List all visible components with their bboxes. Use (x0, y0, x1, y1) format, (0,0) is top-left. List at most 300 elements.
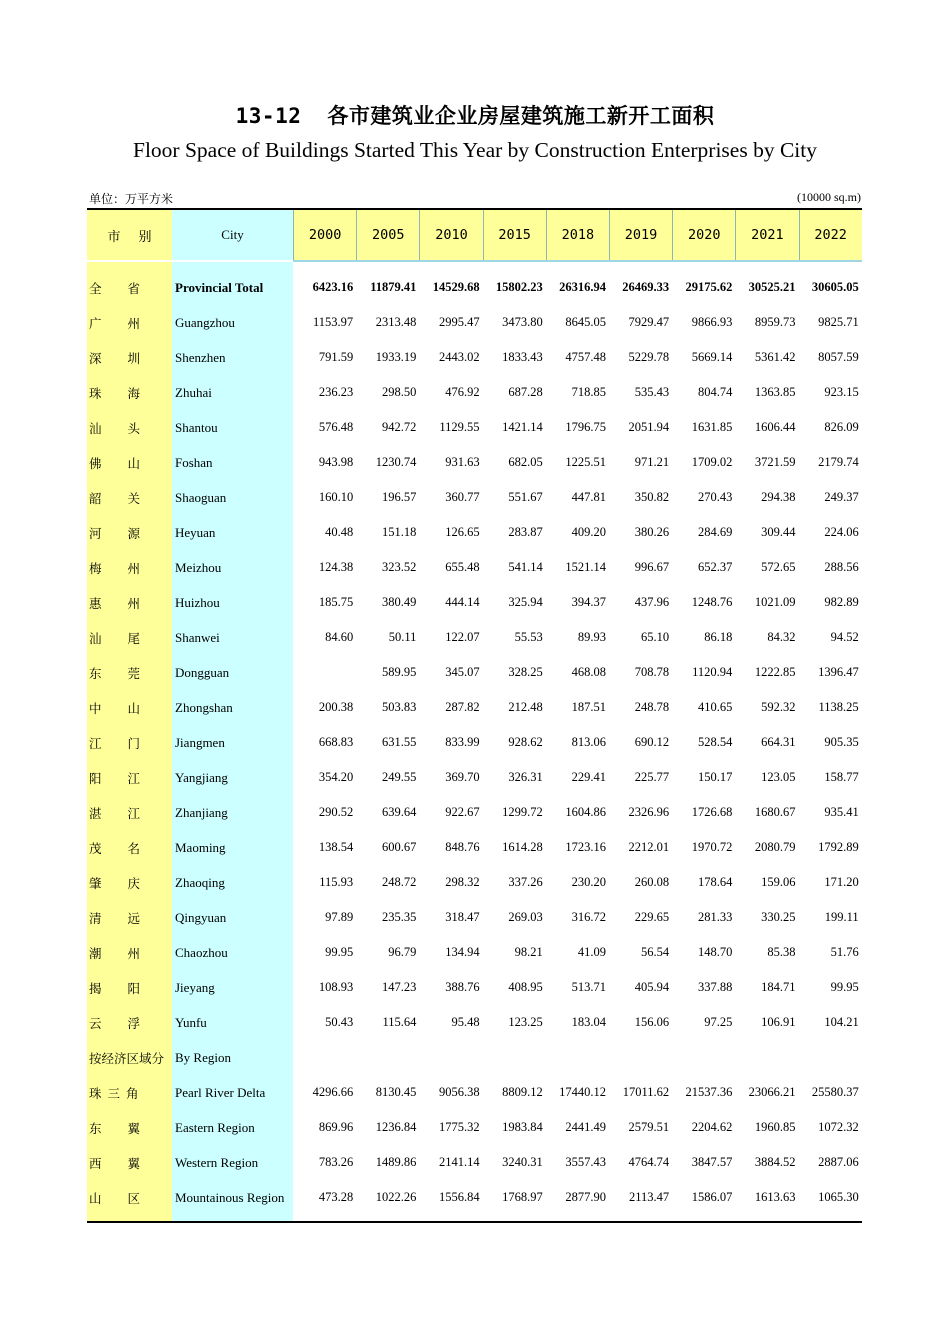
value-cell: 281.33 (697, 910, 733, 924)
city-name-cn: 潮州 (87, 935, 172, 970)
value-cell: 408.95 (508, 980, 543, 994)
header-year: 2021 (735, 210, 798, 260)
value-cell: 156.06 (634, 1015, 670, 1029)
value-cell: 409.20 (571, 525, 606, 539)
value-cell: 982.89 (824, 595, 859, 609)
value-cell: 572.65 (761, 560, 796, 574)
value-cell: 1153.97 (313, 315, 354, 329)
value-cell: 971.21 (634, 455, 670, 469)
value-cell: 97.89 (325, 910, 354, 924)
city-name-en: Shanwei (172, 620, 293, 655)
city-name-en: Zhongshan (172, 690, 293, 725)
value-cell: 1792.89 (818, 840, 859, 854)
value-cell: 260.08 (634, 875, 670, 889)
value-cell: 298.32 (445, 875, 480, 889)
value-cell: 51.76 (830, 945, 859, 959)
value-cell: 330.25 (761, 910, 796, 924)
city-name-en: Zhuhai (172, 375, 293, 410)
city-name-cn: 肇庆 (87, 865, 172, 900)
header-en-city: City (172, 210, 293, 260)
table-row (87, 410, 862, 445)
value-cell: 185.75 (318, 595, 354, 609)
value-cell: 50.43 (325, 1015, 354, 1029)
city-name-en: Shantou (172, 410, 293, 445)
value-cell: 123.05 (761, 770, 796, 784)
value-cell: 4764.74 (628, 1155, 670, 1169)
city-name-en: Zhanjiang (172, 795, 293, 830)
city-name-cn: 云浮 (87, 1005, 172, 1040)
value-cell: 270.43 (697, 490, 733, 504)
value-cell: 369.70 (445, 770, 480, 784)
table-header (87, 210, 862, 260)
value-cell (356, 1040, 419, 1075)
value-cell: 444.14 (445, 595, 480, 609)
value-cell: 589.95 (382, 665, 417, 679)
table-bottom-rule (87, 1221, 862, 1223)
value-cell: 21537.36 (685, 1085, 733, 1099)
city-name-cn: 山区 (87, 1180, 172, 1215)
value-cell: 199.11 (824, 910, 859, 924)
city-name-en: Pearl River Delta (172, 1075, 293, 1110)
table-row (87, 480, 862, 515)
value-cell: 652.37 (697, 560, 733, 574)
value-cell: 30525.21 (748, 280, 796, 294)
value-cell: 150.17 (697, 770, 733, 784)
city-name-cn: 按经济区域分 (87, 1040, 172, 1075)
value-cell: 41.09 (577, 945, 606, 959)
city-name-cn: 东莞 (87, 655, 172, 690)
value-cell: 476.92 (445, 385, 480, 399)
city-name-en: Jieyang (172, 970, 293, 1005)
value-cell: 294.38 (761, 490, 796, 504)
page-title-en: Floor Space of Buildings Started This Year by Construction Enterprises by City (133, 138, 817, 162)
value-cell (799, 1040, 862, 1075)
value-cell: 935.41 (824, 805, 859, 819)
table-row (87, 1145, 862, 1180)
value-cell: 1586.07 (691, 1190, 733, 1204)
value-cell: 15802.23 (495, 280, 543, 294)
value-cell: 1222.85 (754, 665, 796, 679)
table-row (87, 935, 862, 970)
value-cell: 350.82 (634, 490, 670, 504)
header-year: 2019 (609, 210, 672, 260)
city-name-cn: 佛山 (87, 445, 172, 480)
value-cell: 85.38 (767, 945, 796, 959)
value-cell: 55.53 (514, 630, 543, 644)
value-cell: 813.06 (571, 735, 606, 749)
value-cell: 943.98 (318, 455, 354, 469)
value-cell: 328.25 (508, 665, 543, 679)
value-cell: 600.67 (382, 840, 417, 854)
value-cell: 437.96 (634, 595, 670, 609)
value-cell: 124.38 (318, 560, 354, 574)
value-cell: 1709.02 (691, 455, 733, 469)
table-row (87, 1040, 862, 1075)
city-name-en: Meizhou (172, 550, 293, 585)
table-row (87, 515, 862, 550)
city-name-en: Mountainous Region (172, 1180, 293, 1215)
value-cell: 134.94 (445, 945, 480, 959)
table-row (87, 865, 862, 900)
value-cell: 1796.75 (565, 420, 606, 434)
value-cell: 337.88 (697, 980, 733, 994)
value-cell: 928.62 (508, 735, 543, 749)
value-cell: 3473.80 (502, 315, 543, 329)
value-cell: 196.57 (382, 490, 417, 504)
city-name-cn: 河源 (87, 515, 172, 550)
city-name-cn: 韶关 (87, 480, 172, 515)
value-cell: 528.54 (697, 735, 733, 749)
city-name-en: Jiangmen (172, 725, 293, 760)
value-cell: 326.31 (508, 770, 543, 784)
city-name-en: Western Region (172, 1145, 293, 1180)
value-cell: 905.35 (824, 735, 859, 749)
value-cell: 1606.44 (754, 420, 796, 434)
unit-label-en: (10000 sq.m) (797, 190, 861, 204)
value-cell: 86.18 (704, 630, 733, 644)
value-cell: 26469.33 (622, 280, 670, 294)
value-cell: 1072.32 (818, 1120, 859, 1134)
header-cn-city: 市别 (87, 210, 172, 260)
value-cell: 50.11 (388, 630, 417, 644)
value-cell: 2877.90 (565, 1190, 606, 1204)
value-cell: 325.94 (508, 595, 543, 609)
table-row (87, 970, 862, 1005)
value-cell: 309.44 (761, 525, 796, 539)
value-cell: 682.05 (508, 455, 543, 469)
value-cell (546, 1040, 609, 1075)
value-cell: 473.28 (318, 1190, 354, 1204)
value-cell: 1120.94 (692, 665, 733, 679)
value-cell: 248.78 (634, 700, 670, 714)
value-cell: 249.55 (382, 770, 417, 784)
value-cell: 8130.45 (375, 1085, 417, 1099)
value-cell: 14529.68 (432, 280, 480, 294)
value-cell: 1421.14 (502, 420, 543, 434)
value-cell: 1363.85 (754, 385, 796, 399)
value-cell: 17440.12 (559, 1085, 606, 1099)
city-name-en: Huizhou (172, 585, 293, 620)
value-cell: 288.56 (824, 560, 859, 574)
value-cell: 160.10 (318, 490, 354, 504)
value-cell: 26316.94 (559, 280, 606, 294)
value-cell: 3884.52 (754, 1155, 796, 1169)
table-row (87, 760, 862, 795)
table-row (87, 1110, 862, 1145)
value-cell: 380.49 (382, 595, 417, 609)
value-cell: 708.78 (634, 665, 670, 679)
value-cell: 9825.71 (818, 315, 859, 329)
value-cell (672, 1040, 735, 1075)
city-name-cn: 中山 (87, 690, 172, 725)
value-cell: 104.21 (824, 1015, 859, 1029)
value-cell: 290.52 (318, 805, 354, 819)
value-cell: 1960.85 (754, 1120, 796, 1134)
city-name-cn: 惠州 (87, 585, 172, 620)
city-name-cn: 汕尾 (87, 620, 172, 655)
table-row (87, 585, 862, 620)
value-cell: 269.03 (508, 910, 543, 924)
value-cell: 2179.74 (818, 455, 859, 469)
city-name-cn: 清远 (87, 900, 172, 935)
value-cell: 1138.25 (818, 700, 859, 714)
value-cell: 791.59 (318, 350, 354, 364)
value-cell: 922.67 (445, 805, 480, 819)
value-cell: 287.82 (445, 700, 480, 714)
value-cell: 410.65 (697, 700, 733, 714)
value-cell: 718.85 (571, 385, 606, 399)
value-cell: 931.63 (445, 455, 480, 469)
table-row (87, 690, 862, 725)
value-cell: 298.50 (382, 385, 417, 399)
value-cell: 29175.62 (685, 280, 733, 294)
value-cell: 923.15 (824, 385, 859, 399)
value-cell: 1230.74 (375, 455, 417, 469)
value-cell: 123.25 (508, 1015, 543, 1029)
city-name-en: Dongguan (172, 655, 293, 690)
city-name-cn: 东翼 (87, 1110, 172, 1145)
value-cell: 1833.43 (502, 350, 543, 364)
value-cell: 1065.30 (818, 1190, 859, 1204)
table-row (87, 620, 862, 655)
value-cell: 1680.67 (754, 805, 796, 819)
value-cell: 99.95 (830, 980, 859, 994)
data-table (87, 208, 862, 1223)
value-cell: 942.72 (382, 420, 417, 434)
value-cell: 9866.93 (691, 315, 733, 329)
value-cell: 184.71 (761, 980, 796, 994)
city-name-en: Maoming (172, 830, 293, 865)
value-cell: 804.74 (697, 385, 733, 399)
value-cell: 159.06 (761, 875, 796, 889)
value-cell: 869.96 (318, 1120, 354, 1134)
value-cell: 655.48 (445, 560, 480, 574)
value-cell: 187.51 (571, 700, 606, 714)
value-cell: 551.67 (508, 490, 543, 504)
value-cell: 690.12 (634, 735, 670, 749)
city-name-en: Qingyuan (172, 900, 293, 935)
value-cell: 249.37 (824, 490, 859, 504)
value-cell: 40.48 (325, 525, 354, 539)
title-cn-text: 各市建筑业企业房屋建筑施工新开工面积 (327, 104, 715, 128)
value-cell: 2579.51 (628, 1120, 670, 1134)
city-name-cn: 珠海 (87, 375, 172, 410)
value-cell: 687.28 (508, 385, 543, 399)
value-cell: 8809.12 (502, 1085, 543, 1099)
value-cell: 394.37 (571, 595, 606, 609)
value-cell: 783.26 (318, 1155, 354, 1169)
city-name-cn: 广州 (87, 305, 172, 340)
value-cell: 1556.84 (438, 1190, 480, 1204)
value-cell: 84.60 (325, 630, 354, 644)
value-cell: 1021.09 (754, 595, 796, 609)
value-cell: 84.32 (767, 630, 796, 644)
header-year: 2020 (672, 210, 735, 260)
value-cell: 996.67 (634, 560, 670, 574)
value-cell: 2212.01 (628, 840, 670, 854)
value-cell: 631.55 (382, 735, 417, 749)
city-name-en: Yunfu (172, 1005, 293, 1040)
value-cell: 283.87 (508, 525, 543, 539)
value-cell: 158.77 (824, 770, 859, 784)
value-cell: 1970.72 (691, 840, 733, 854)
value-cell: 229.41 (571, 770, 606, 784)
value-cell: 316.72 (571, 910, 606, 924)
value-cell: 97.25 (704, 1015, 733, 1029)
value-cell: 1396.47 (818, 665, 859, 679)
value-cell: 106.91 (761, 1015, 796, 1029)
table-row (87, 305, 862, 340)
city-name-en: By Region (172, 1040, 293, 1075)
value-cell: 25580.37 (811, 1085, 859, 1099)
value-cell: 354.20 (318, 770, 354, 784)
value-cell: 98.21 (514, 945, 543, 959)
value-cell: 138.54 (318, 840, 354, 854)
value-cell: 5361.42 (754, 350, 796, 364)
value-cell: 5669.14 (691, 350, 733, 364)
city-name-cn: 珠三角 (87, 1075, 172, 1110)
value-cell: 1248.76 (691, 595, 733, 609)
value-cell: 248.72 (382, 875, 417, 889)
city-name-cn: 汕头 (87, 410, 172, 445)
value-cell: 8959.73 (754, 315, 796, 329)
city-name-en: Guangzhou (172, 305, 293, 340)
value-cell: 2887.06 (818, 1155, 859, 1169)
value-cell: 503.83 (382, 700, 417, 714)
value-cell: 447.81 (571, 490, 606, 504)
value-cell: 833.99 (445, 735, 480, 749)
value-cell: 147.23 (382, 980, 417, 994)
city-name-cn: 深圳 (87, 340, 172, 375)
value-cell: 1022.26 (375, 1190, 417, 1204)
value-cell: 89.93 (577, 630, 606, 644)
value-cell: 1775.32 (438, 1120, 480, 1134)
value-cell: 1726.68 (691, 805, 733, 819)
value-cell: 56.54 (641, 945, 670, 959)
value-cell: 151.18 (382, 525, 417, 539)
value-cell: 592.32 (761, 700, 796, 714)
value-cell: 96.79 (388, 945, 417, 959)
value-cell: 1933.19 (375, 350, 417, 364)
value-cell: 8057.59 (818, 350, 859, 364)
table-number: 13-12 (235, 104, 302, 128)
value-cell: 23066.21 (748, 1085, 796, 1099)
value-cell: 235.35 (382, 910, 417, 924)
city-name-en: Provincial Total (172, 270, 293, 305)
value-cell: 115.93 (319, 875, 354, 889)
value-cell: 4296.66 (312, 1085, 354, 1099)
value-cell: 1129.55 (439, 420, 480, 434)
value-cell: 1225.51 (565, 455, 606, 469)
city-name-en: Eastern Region (172, 1110, 293, 1145)
table-row (87, 1180, 862, 1215)
table-row (87, 270, 862, 305)
value-cell: 337.26 (508, 875, 543, 889)
value-cell: 2995.47 (438, 315, 480, 329)
table-row (87, 340, 862, 375)
city-name-cn: 江门 (87, 725, 172, 760)
value-cell: 9056.38 (438, 1085, 480, 1099)
value-cell: 2313.48 (375, 315, 417, 329)
value-cell: 236.23 (318, 385, 354, 399)
header-year: 2005 (356, 210, 419, 260)
header-year: 2022 (799, 210, 862, 260)
page-title-cn (0, 100, 950, 130)
value-cell: 230.20 (571, 875, 606, 889)
table-body (87, 270, 862, 1215)
value-cell (483, 1040, 546, 1075)
value-cell (735, 1040, 798, 1075)
table-row (87, 900, 862, 935)
value-cell: 2051.94 (628, 420, 670, 434)
city-name-en: Foshan (172, 445, 293, 480)
table-row (87, 655, 862, 690)
value-cell: 2113.47 (628, 1190, 670, 1204)
value-cell: 323.52 (382, 560, 417, 574)
value-cell: 405.94 (634, 980, 670, 994)
value-cell: 94.52 (830, 630, 859, 644)
value-cell: 115.64 (382, 1015, 417, 1029)
table-row (87, 445, 862, 480)
value-cell: 5229.78 (628, 350, 670, 364)
value-cell: 200.38 (318, 700, 354, 714)
value-cell: 17011.62 (622, 1085, 670, 1099)
value-cell: 224.06 (824, 525, 859, 539)
header-year: 2015 (483, 210, 546, 260)
value-cell: 2441.49 (565, 1120, 606, 1134)
value-cell (293, 1040, 356, 1075)
value-cell: 65.10 (641, 630, 670, 644)
city-name-cn: 梅州 (87, 550, 172, 585)
table-row (87, 830, 862, 865)
value-cell: 3557.43 (565, 1155, 606, 1169)
city-name-en: Shaoguan (172, 480, 293, 515)
value-cell: 178.64 (697, 875, 733, 889)
city-name-en: Chaozhou (172, 935, 293, 970)
value-cell (609, 1040, 672, 1075)
value-cell: 345.07 (445, 665, 480, 679)
value-cell: 1613.63 (754, 1190, 796, 1204)
value-cell: 1299.72 (502, 805, 543, 819)
city-name-en: Shenzhen (172, 340, 293, 375)
city-name-en: Zhaoqing (172, 865, 293, 900)
value-cell: 668.83 (318, 735, 354, 749)
header-years (293, 210, 862, 260)
table-row (87, 1075, 862, 1110)
value-cell: 284.69 (697, 525, 733, 539)
value-cell: 826.09 (824, 420, 859, 434)
value-cell: 1983.84 (502, 1120, 543, 1134)
value-cell: 148.70 (697, 945, 733, 959)
value-cell: 4757.48 (565, 350, 606, 364)
table-row (87, 375, 862, 410)
unit-label-cn: 单位：万平方米 (89, 192, 174, 206)
value-cell: 1236.84 (375, 1120, 417, 1134)
value-cell: 11879.41 (370, 280, 417, 294)
value-cell: 3847.57 (691, 1155, 733, 1169)
value-cell: 1489.86 (375, 1155, 417, 1169)
value-cell: 541.14 (508, 560, 543, 574)
value-cell: 2326.96 (628, 805, 670, 819)
value-cell: 639.64 (382, 805, 417, 819)
value-cell: 1768.97 (502, 1190, 543, 1204)
value-cell: 229.65 (634, 910, 670, 924)
header-year: 2010 (419, 210, 482, 260)
city-name-cn: 揭阳 (87, 970, 172, 1005)
value-cell: 513.71 (571, 980, 606, 994)
value-cell: 468.08 (571, 665, 606, 679)
value-cell (419, 1040, 482, 1075)
